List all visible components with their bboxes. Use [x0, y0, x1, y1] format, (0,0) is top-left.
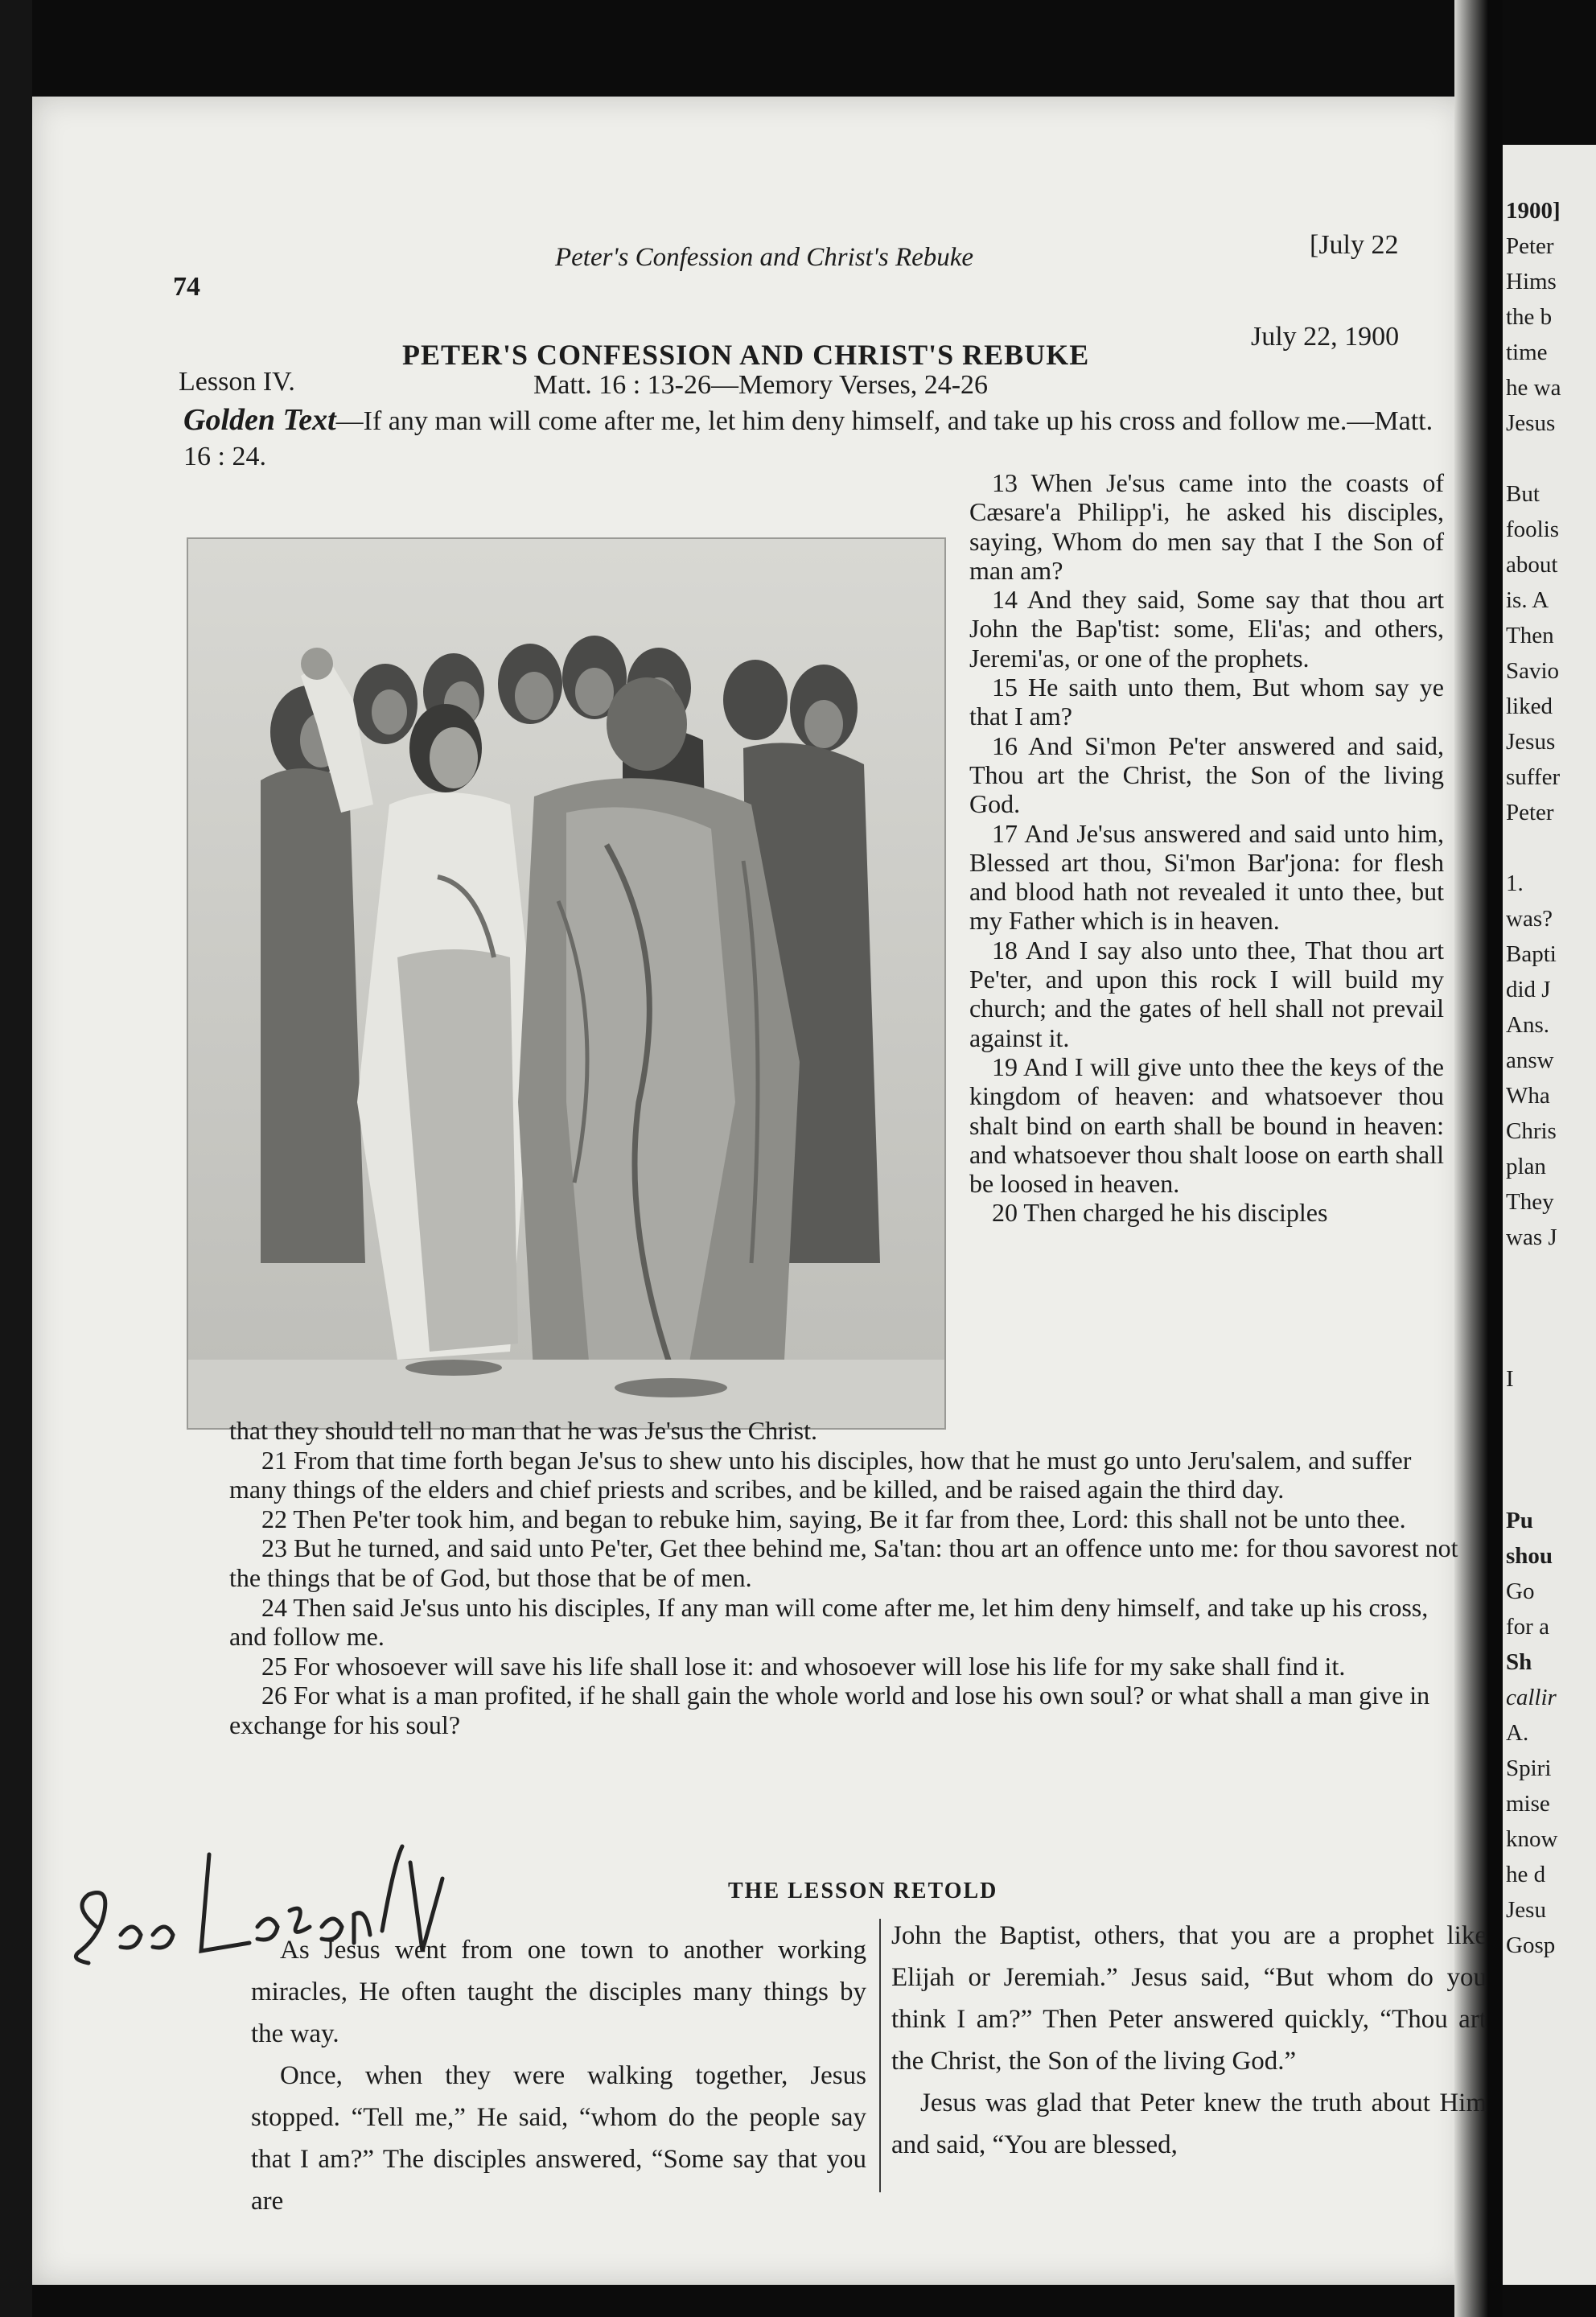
lesson-title: PETER'S CONFESSION AND CHRIST'S REBUKE [402, 339, 1090, 371]
verse-18: 18 And I say also unto thee, That thou art Pe'ter, and upon this rock I will build my church; and the gates of hell shall not prevail against it. [969, 935, 1444, 1052]
lesson-retold-heading: THE LESSON RETOLD [728, 1879, 998, 1903]
right-fragment: Savio [1506, 658, 1560, 684]
right-fragment: I [1506, 1366, 1514, 1392]
right-fragment: Peter [1506, 233, 1554, 259]
verse-23: 23 But he turned, and said unto Pe'ter, Get thee behind me, Sa'tan: thou art an offence unto me: for thou savorest not the things that be of God, but those that be of men. [229, 1533, 1458, 1592]
verse-15: 15 He saith unto them, But whom say ye that I am? [969, 673, 1444, 731]
verse-column [969, 468, 1444, 1228]
right-fragment: Jesus [1506, 410, 1556, 436]
book-spine [0, 0, 32, 2317]
right-fragment: Ans. [1506, 1012, 1549, 1038]
verse-13: 13 When Je'sus came into the coasts of Cæsare'a Philipp'i, he asked his disciples, saying, Whom do men say that I the Son of man am? [969, 468, 1444, 585]
right-fragment: plan [1506, 1154, 1546, 1179]
right-fragment: did J [1506, 977, 1551, 1002]
right-fragment: Jesu [1506, 1897, 1546, 1923]
illustration-christ-and-disciples [187, 537, 946, 1430]
right-fragment: A. [1506, 1720, 1529, 1746]
right-fragment: is. A [1506, 587, 1549, 613]
right-fragment: 1. [1506, 870, 1524, 896]
right-fragment: answ [1506, 1047, 1554, 1073]
right-fragment: shou [1506, 1543, 1553, 1569]
right-fragment: time [1506, 340, 1548, 365]
right-fragment: liked [1506, 693, 1553, 719]
verse-19: 19 And I will give unto thee the keys of the kingdom of heaven: and whatsoever thou shalt bind on earth shall be bound in heaven: and whatsoever thou shalt loose on earth shall be loosed in heaven. [969, 1051, 1444, 1199]
verse-20-continuation: that they should tell no man that he was Je'sus the Christ. [229, 1416, 817, 1445]
right-fragment: about [1506, 552, 1558, 578]
lesson-date: July 22, 1900 [1251, 322, 1400, 352]
golden-text [183, 402, 1438, 475]
page-number: 74 [173, 272, 200, 302]
right-fragment: Peter [1506, 800, 1554, 825]
right-fragment: know [1506, 1826, 1558, 1852]
retold-paragraph-3: Jesus was glad that Peter knew the truth about Him and said, “You are blessed, [891, 2089, 1487, 2159]
verse-24: 24 Then said Je'sus unto his disciples, If any man will come after me, let him deny himself, and take up his cross, and follow me. [229, 1592, 1429, 1652]
verse-26: 26 For what is a man profited, if he shall gain the whole world and lose his own soul? or what shall a man give in exchange for his soul? [229, 1681, 1430, 1739]
verse-16: 16 And Si'mon Pe'ter answered and said, Thou art the Christ, the Son of the living God. [969, 730, 1444, 819]
retold-paragraph-2: Once, when they were walking together, Jesus stopped. “Tell me,” He said, “whom do the people say that I am?” The disciples answered, “Some say that you are [251, 2061, 866, 2216]
column-divider [879, 1919, 881, 2192]
right-fragment: Gosp [1506, 1932, 1556, 1958]
verse-20-start: 20 Then charged he his disciples [992, 1198, 1328, 1228]
retold-continuation: John the Baptist, others, that you are a prophet like Elijah or Jeremiah.” Jesus said, “But whom do you think I am?” Then Peter answered quickly, “Thou art the Christ, the Son of the living God.” [891, 1921, 1487, 2076]
right-fragment: callir [1506, 1685, 1557, 1710]
right-fragment: mise [1506, 1791, 1550, 1817]
right-fragment: for a [1506, 1614, 1549, 1640]
engraving-image [188, 539, 944, 1428]
right-fragment: Chris [1506, 1118, 1557, 1144]
right-fragment: Wha [1506, 1083, 1550, 1109]
verse-17: 17 And Je'sus answered and said unto him, Blessed art thou, Si'mon Bar'jona: for flesh and blood hath not revealed it unto thee, but my Father which is in heaven. [969, 818, 1444, 936]
right-fragment: Go [1506, 1578, 1535, 1604]
right-fragment: Then [1506, 623, 1554, 648]
golden-text-body: —If any man will come after me, let him deny himself, and take up his cross and follow me.—Matt. 16 : 24. [183, 406, 1434, 471]
scripture-reference: Matt. 16 : 13-26—Memory Verses, 24-26 [533, 370, 989, 400]
verse-22: 22 Then Pe'ter took him, and began to rebuke him, saying, Be it far from thee, Lord: this shall not be unto thee. [261, 1504, 1406, 1533]
right-fragment: They [1506, 1189, 1554, 1215]
right-fragment: But [1506, 481, 1540, 507]
right-fragment: 1900] [1506, 198, 1561, 224]
golden-text-label: Golden Text [183, 403, 336, 437]
right-fragment: Pu [1506, 1508, 1533, 1533]
right-fragment: was J [1506, 1224, 1557, 1250]
retold-left-column [251, 1929, 866, 2222]
right-page-fragments [1506, 193, 1596, 1963]
right-fragment: Jesus [1506, 729, 1556, 755]
header-date: [July 22 [1310, 230, 1399, 260]
full-width-verses [229, 1416, 1468, 1740]
right-fragment: Bapti [1506, 941, 1557, 967]
right-fragment: suffer [1506, 764, 1561, 790]
right-fragment: the b [1506, 304, 1553, 330]
right-fragment: he wa [1506, 375, 1561, 401]
verse-21: 21 From that time forth began Je'sus to shew unto his disciples, how that he must go unto Jeru'salem, and suffer many things of the elders and chief priests and scribes, and be killed, and be raised again the third day. [229, 1445, 1412, 1504]
right-fragment: Sh [1506, 1649, 1532, 1675]
lesson-number: Lesson IV. [179, 367, 295, 397]
right-fragment: was? [1506, 906, 1553, 932]
verse-25: 25 For whosoever will save his life shall lose it: and whosoever will lose his life for my sake shall find it. [261, 1651, 1346, 1681]
right-fragment: Spiri [1506, 1755, 1552, 1781]
verse-14: 14 And they said, Some say that thou art John the Bap'tist: some, Eli'as; and others, Jeremi'as, or one of the prophets. [969, 585, 1444, 673]
retold-right-column [891, 1915, 1487, 2166]
retold-paragraph-1: As Jesus went from one town to another working miracles, He often taught the disciples many things by the way. [251, 1936, 866, 2048]
right-fragment: Hims [1506, 269, 1557, 294]
right-fragment: he d [1506, 1862, 1546, 1887]
running-title: Peter's Confession and Christ's Rebuke [555, 243, 974, 272]
right-fragment: foolis [1506, 516, 1560, 542]
